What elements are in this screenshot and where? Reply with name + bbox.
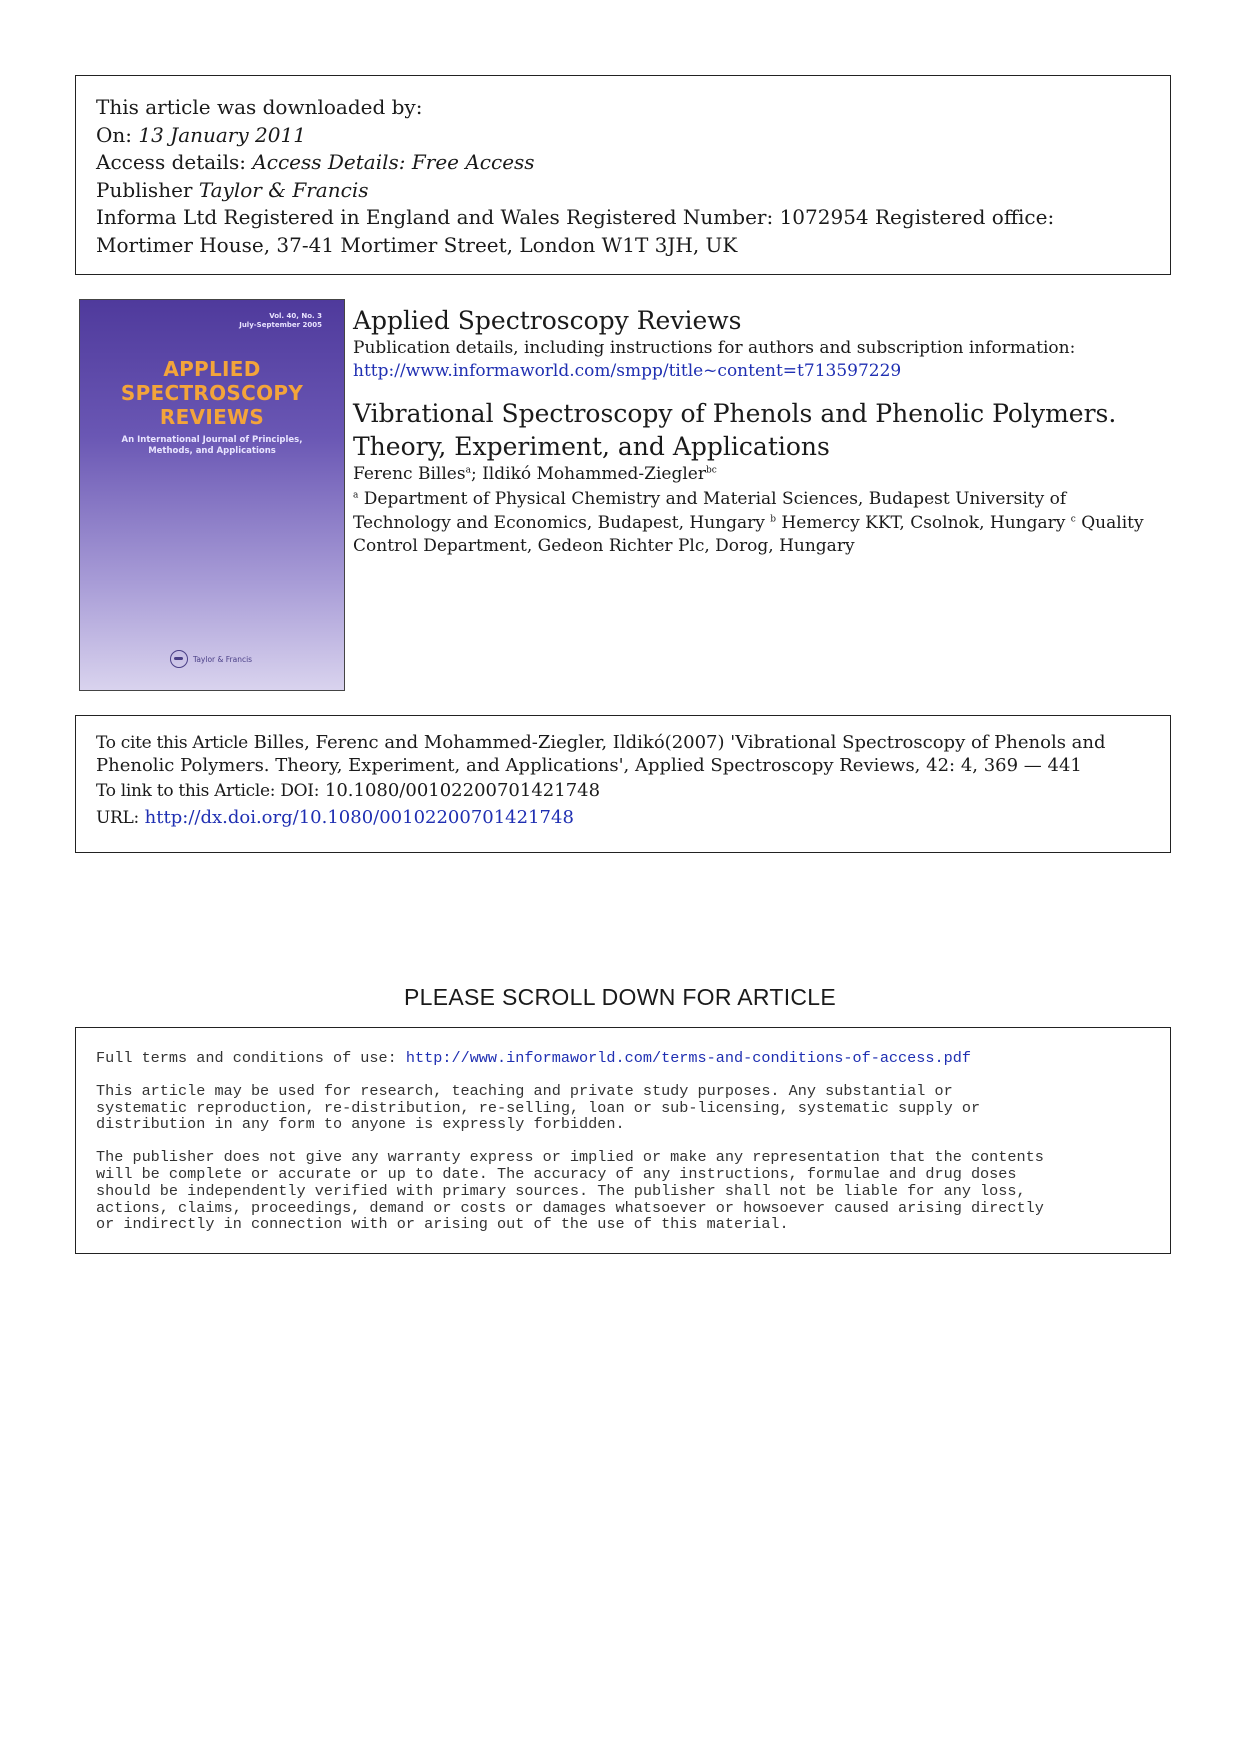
download-date: 13 January 2011 [138,122,306,147]
affil-b: Hemercy KKT, Csolnok, Hungary [776,512,1071,533]
terms-line [96,1050,1150,1067]
journal-url-link[interactable]: http://www.informaworld.com/smpp/title~content=t713597229 [353,361,902,381]
cite-label: To cite this Article [96,733,248,753]
publisher-logo-icon [170,650,188,668]
affil-b-marker: b [770,513,777,524]
download-date-line [96,122,1150,150]
affil-c: Quality Control Department, Gedeon Richter Plc, Dorog, Hungary [353,512,1144,556]
cover-publisher-logo [170,650,252,668]
publisher-line [96,177,1150,205]
affil-c-marker: c [1070,513,1076,524]
authors [353,463,1173,485]
terms-link[interactable]: http://www.informaworld.com/terms-and-conditions-of-access.pdf [405,1049,971,1067]
url-label: URL: [96,807,139,828]
terms-label: Full terms and conditions of use: [96,1049,406,1067]
journal-cover [79,299,345,691]
author-2-affil: bc [705,465,717,476]
publisher-label: Publisher [96,177,193,202]
cover-volume-dates: July-September 2005 [239,321,322,329]
terms-box [75,1027,1171,1254]
doi-url-link[interactable]: http://dx.doi.org/10.1080/00102200701421748 [138,806,574,828]
download-info-box [75,75,1171,275]
cover-subtitle: An International Journal of Principles, Methods, and Applications [121,435,303,456]
terms-paragraph-2: The publisher does not give any warranty express or implied or make any representation that the contents will be complete or accurate or up to date. The accuracy of any instructions, formulae and drug doses should be independently verified with primary sources. The publisher shall not be liable for any loss, actions, claims, proceedings, demand or costs or damages whatsoever or howsoever caused arising directly or indirectly in connection with or arising out of the use of this material. [96,1148,1044,1234]
author-1: Ferenc Billes [353,464,466,484]
doi-row [96,780,1150,803]
download-date-label: On: [96,122,133,147]
doi-label: To link to this Article: DOI: [96,781,320,801]
cite-text: Billes, Ferenc and Mohammed-Ziegler, Ildikó(2007) 'Vibrational Spectroscopy of Phenols and Phenolic Polymers. Theory, Experiment, and Applications', Applied Spectroscopy Reviews, 42: 4, 369 — 441 [96,732,1106,776]
cover-title-line-3: REVIEWS [159,405,265,429]
downloaded-by: This article was downloaded by: [96,95,423,119]
affiliations [353,488,1153,559]
cite-row [96,732,1150,776]
author-2: Ildikó Mohammed-Ziegler [482,464,706,484]
cover-volume [239,312,322,330]
publication-details: Publication details, including instructions for authors and subscription information: [353,338,1076,358]
registered-office: Informa Ltd Registered in England and Wales Registered Number: 1072954 Registered office: Mortimer House, 37-41 Mortimer Street, London W1T 3JH, UK [96,205,1055,257]
cover-volume-number: Vol. 40, No. 3 [269,312,322,320]
cover-publisher-name: Taylor & Francis [193,654,253,664]
access-details: Access Details: Free Access [252,150,535,174]
url-row [96,807,1150,830]
scroll-notice: PLEASE SCROLL DOWN FOR ARTICLE [403,984,837,1010]
affil-a: Department of Physical Chemistry and Material Sciences, Budapest University of Technology and Economics, Budapest, Hungary [353,489,1067,533]
access-details-label: Access details: [96,150,246,174]
author-1-affil: a [465,465,471,476]
access-details-line [96,149,1150,177]
journal-title: Applied Spectroscopy Reviews [353,306,742,335]
cover-title-line-1: APPLIED [163,357,261,381]
terms-paragraph-1: This article may be used for research, teaching and private study purposes. Any substantial or systematic reproduction, re-distribution, re-selling, loan or sub-licensing, systematic supply or distribution in any form to anyone is expressly forbidden. [96,1081,981,1134]
author-separator: ; [470,464,483,484]
cover-title-line-2: SPECTROSCOPY [120,381,304,405]
doi-value: 10.1080/00102200701421748 [319,780,601,801]
affil-a-marker: a [353,490,359,501]
citation-box [75,715,1171,853]
article-title: Vibrational Spectroscopy of Phenols and Phenolic Polymers. Theory, Experiment, and Applications [353,399,1117,461]
journal-info [353,305,1173,559]
cover-title [80,357,344,429]
publisher-name: Taylor & Francis [198,177,369,202]
